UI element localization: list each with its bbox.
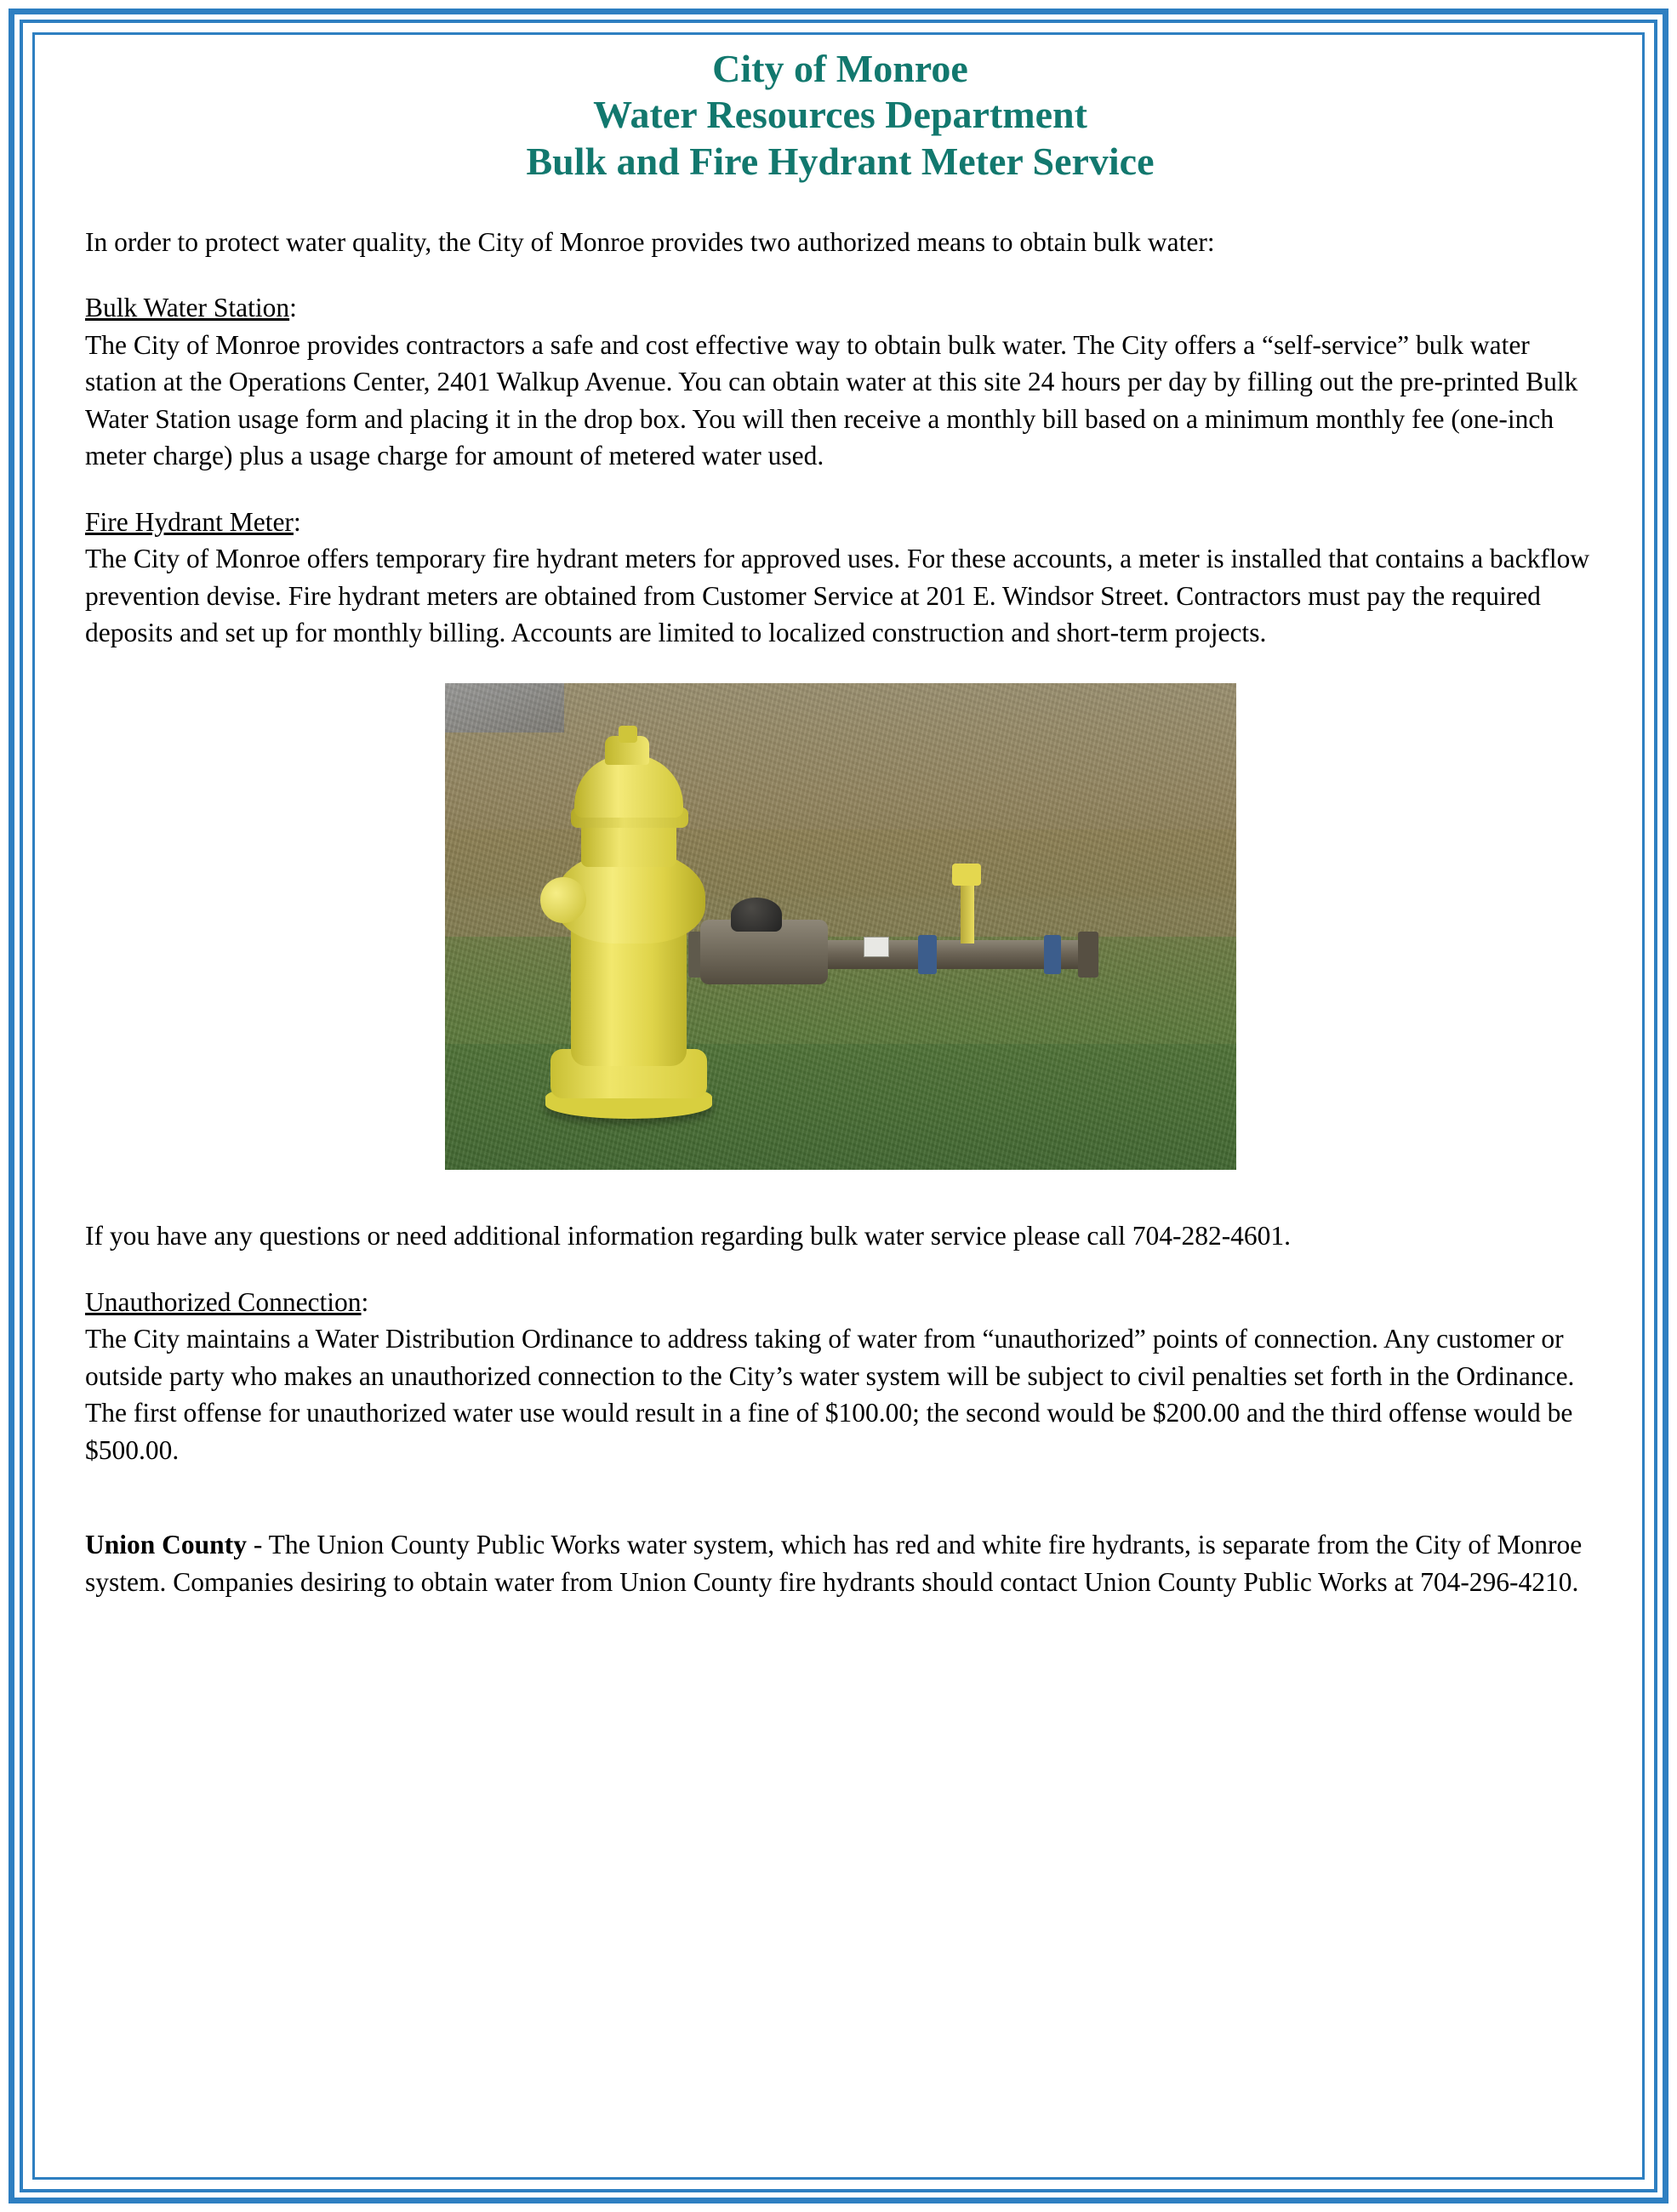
intro-paragraph: In order to protect water quality, the City of Monroe provides two authorized means to obtain bulk water: [85, 226, 1215, 257]
section-heading-colon: : [361, 1286, 369, 1317]
page-title [85, 39, 1595, 185]
section-heading-text: Unauthorized Connection [85, 1286, 362, 1317]
union-county-label: Union County [85, 1530, 247, 1560]
fire-hydrant-meter-photo [445, 683, 1236, 1170]
document-body [85, 224, 1595, 1600]
section-fire-hydrant-meter-body: The City of Monroe offers temporary fire hydrant meters for approved uses. For these accounts, a meter is installed that contains a backflow prevention devise. Fire hydrant meters are obtained from Customer Service at 201 E. Windsor Street. Contractors must pay the required deposits and set up for monthly billing. Accounts are limited to localized construction and short-term projects. [85, 544, 1590, 648]
section-heading-colon: : [289, 293, 297, 323]
paragraph-spacer [85, 260, 1595, 289]
title-line-3: Bulk and Fire Hydrant Meter Service [526, 139, 1155, 183]
union-county-body: - The Union County Public Works water system, which has red and white fire hydrants, is separate from the City of Monroe system. Companies desiring to obtain water from Union County fire hydrants should contact Union County Public Works at 704-296-4210. [85, 1530, 1583, 1597]
section-heading-colon: : [293, 506, 301, 537]
paragraph-spacer [85, 475, 1595, 504]
meter-register-dome [731, 898, 782, 932]
paragraph-spacer [85, 1468, 1595, 1497]
paragraph-spacer [85, 1497, 1595, 1526]
hydrant-operating-nut [619, 726, 637, 743]
section-heading-text: Fire Hydrant Meter [85, 506, 294, 537]
valve-handle [952, 864, 981, 886]
document-content [85, 39, 1595, 1600]
section-fire-hydrant-meter-heading [85, 504, 1595, 540]
section-heading-text: Bulk Water Station [85, 293, 290, 323]
title-line-1: City of Monroe [712, 47, 968, 90]
contact-paragraph: If you have any questions or need additional information regarding bulk water service please call 704-282-4601. [85, 1221, 1292, 1251]
pipe-end-fitting [1078, 932, 1098, 978]
valve-stem [961, 875, 974, 944]
section-unauthorized-connection-body: The City maintains a Water Distribution Ordinance to address taking of water from “unauthorized” points of connection. Any customer or outside party who makes an unauthorized connection to the City’s water system will be subject to civil penalties set forth in the Ordinance. The first offense for unauthorized water use would result in a fine of $100.00; the second would be $200.00 and the third offense would be $500.00. [85, 1324, 1575, 1465]
title-line-2: Water Resources Department [593, 93, 1087, 137]
meter-tag [864, 937, 889, 957]
photo-bottom-spacer [85, 1170, 1595, 1217]
photo-container [85, 683, 1595, 1170]
section-bulk-water-station-body: The City of Monroe provides contractors a safe and cost effective way to obtain bulk water. The City offers a “self-service” bulk water station at the Operations Center, 2401 Walkup Avenue. You can obtain water at this site 24 hours per day by filling out the pre-printed Bulk Water Station usage form and placing it in the drop box. You will then receive a monthly bill based on a minimum monthly fee (one-inch meter charge) plus a usage charge for amount of metered water used. [85, 329, 1578, 471]
hydrant-nozzle-cap [540, 877, 586, 923]
paragraph-spacer [85, 1255, 1595, 1284]
section-bulk-water-station-heading [85, 289, 1595, 326]
section-unauthorized-connection-heading [85, 1284, 1595, 1320]
union-county-paragraph [85, 1526, 1595, 1600]
pipe-band-2 [1044, 935, 1061, 974]
pipe-band-1 [918, 935, 937, 974]
